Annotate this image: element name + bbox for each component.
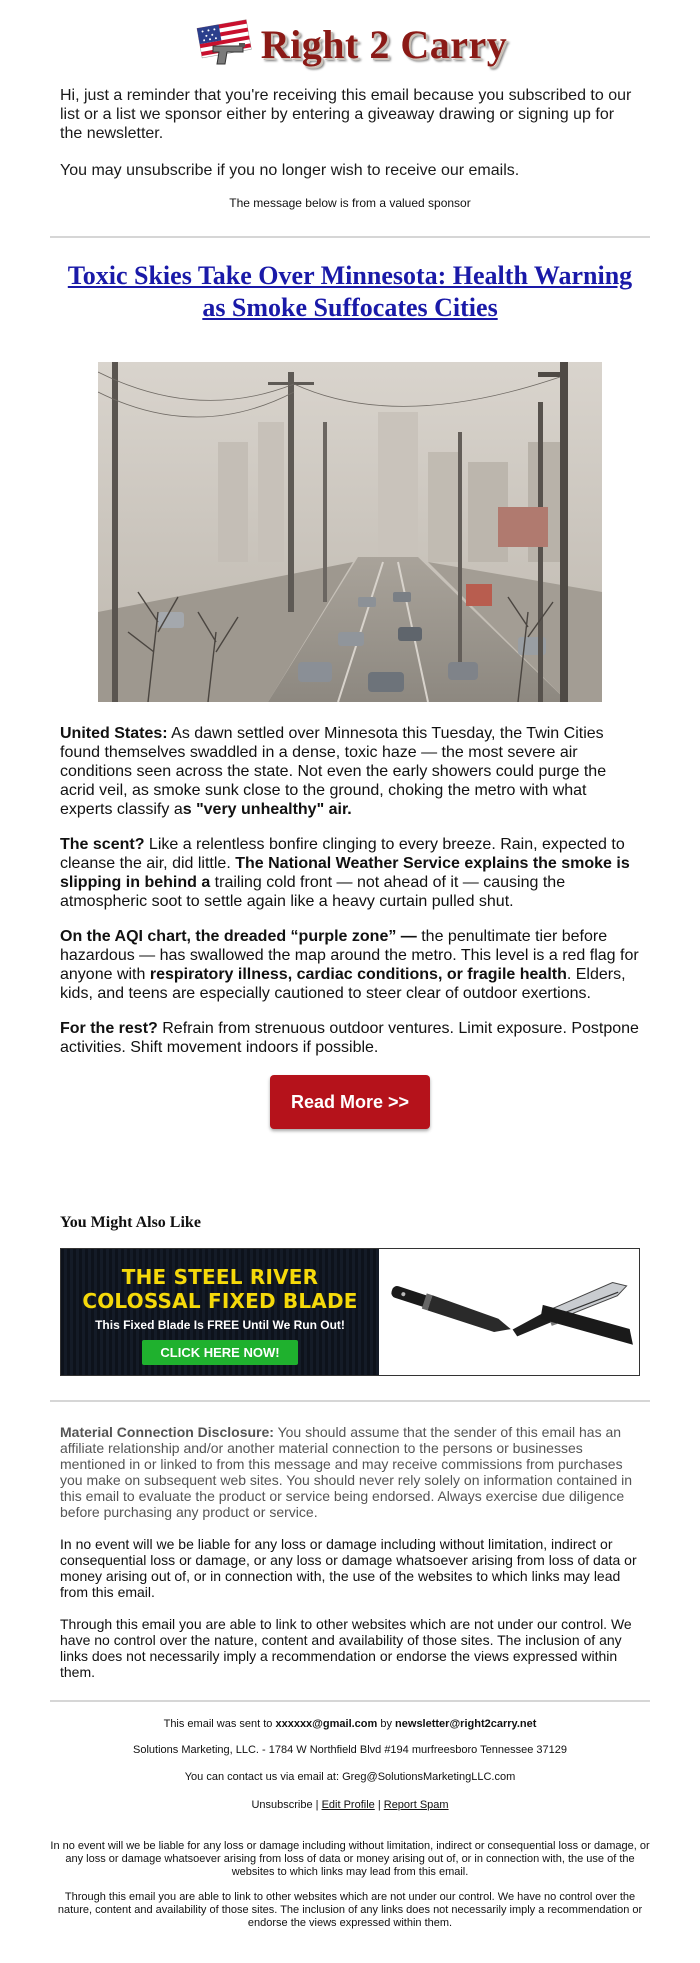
sent-to-prefix: This email was sent to: [163, 1718, 276, 1730]
banner-headline-line: COLOSSAL FIXED BLADE: [82, 1289, 358, 1313]
disclosure-lead: Material Connection Disclosure:: [60, 1424, 274, 1440]
disclosure-text: You should assume that the sender of this email has an affiliate relationship and/or another material connection to the persons or businesses mentioned in or linked to from this message and may receive commissions from purchases you make on subsequent web sites. You should never rely solely on information contained in this email to evaluate the product or service being endorsed. Always exercise due diligence before purchasing any product or service.: [60, 1424, 633, 1520]
paragraph-tail: air.: [324, 801, 352, 818]
liability-notice: In no event will we be liable for any loss or damage including without limitation, indirect or consequential loss or damage, or any loss or damage whatsoever arising from loss of data or money arising out of, or in connection with, the use of the websites to which links may lead from this email.: [60, 1536, 637, 1600]
intro-reminder: Hi, just a reminder that you're receiving this email because you subscribed to our list or a list we sponsor either by entering a giveaway drawing or signing up for the newsletter.: [60, 87, 632, 142]
material-disclosure: [60, 1424, 640, 1520]
hero-image-smog-street[interactable]: [98, 362, 602, 702]
sender-email: newsletter@right2carry.net: [395, 1718, 537, 1730]
sent-to-line: [50, 1718, 650, 1731]
paragraph-tail: trailing cold front — not ahead of it — causing the atmospheric soot to settle again like a heavy curtain pulled shut.: [60, 874, 566, 910]
sponsor-note: The message below is from a valued sponsor: [229, 196, 471, 210]
banner-product-image: [379, 1249, 639, 1375]
contact-line: You can contact us via email at: Greg@SolutionsMarketingLLC.com: [184, 1771, 516, 1783]
paragraph-text: Like a relentless bonfire clinging to every breeze. Rain, expected to cleanse the air, did little.: [60, 836, 625, 872]
article-headline: [0, 260, 700, 324]
disclosure-section: [0, 1424, 700, 1680]
banner-headline-line: THE STEEL RIVER: [121, 1265, 319, 1289]
paragraph-emphasis: respiratory illness, cardiac conditions, or fragile health: [149, 966, 567, 983]
link-divider: |: [374, 1799, 384, 1811]
related-title: You Might Also Like: [60, 1214, 201, 1231]
link-divider: |: [312, 1799, 322, 1811]
footer-links: [50, 1799, 650, 1812]
report-spam-link[interactable]: Report Spam: [383, 1799, 449, 1811]
paragraph-emphasis: The National Weather Service explains the smoke is slipping in behind a: [60, 855, 630, 891]
paragraph-lead: United States:: [60, 725, 168, 742]
footer: [0, 1718, 700, 1930]
article-paragraph: [60, 724, 640, 819]
knife-images-icon: [379, 1249, 639, 1375]
article-body: [0, 724, 700, 1057]
sent-by-text: by: [377, 1718, 396, 1730]
paragraph-emphasis: s "very unhealthy": [182, 801, 325, 818]
paragraph-text: Refrain from strenuous outdoor ventures. Limit exposure. Postpone activities. Shift movement indoors if possible.: [60, 1020, 639, 1056]
banner-subtext: This Fixed Blade Is FREE Until We Run Out!: [95, 1318, 345, 1332]
paragraph-tail: . Elders, kids, and teens are especially cautioned to steer clear of outdoor exertions.: [60, 966, 626, 1002]
article-paragraph: [60, 927, 640, 1003]
intro-unsubscribe-note: You may unsubscribe if you no longer wish to receive our emails.: [60, 162, 520, 179]
article-paragraph: [60, 1019, 640, 1057]
knife-ad-banner[interactable]: [60, 1248, 640, 1376]
paragraph-text: the penultimate tier before hazardous — has swallowed the map around the metro. This level is a red flag for anyone with: [60, 928, 639, 983]
paragraph-lead: On the AQI chart, the dreaded “purple zone” —: [60, 928, 417, 945]
paragraph-lead: The scent?: [60, 836, 145, 853]
brand-logo[interactable]: [0, 0, 700, 80]
headline-link[interactable]: Toxic Skies Take Over Minnesota: Health Warning as Smoke Suffocates Cities: [67, 261, 633, 322]
brand-name: Right 2 Carry: [260, 21, 508, 67]
edit-profile-link[interactable]: Edit Profile: [321, 1799, 375, 1811]
banner-promo-panel: [61, 1249, 379, 1375]
intro-section: [0, 80, 700, 180]
banner-click-button[interactable]: CLICK HERE NOW!: [142, 1340, 297, 1365]
unsubscribe-link[interactable]: Unsubscribe: [251, 1799, 313, 1811]
article-paragraph: [60, 835, 640, 911]
footer-links-notice: Through this email you are able to link to other websites which are not under our control. We have no control over the nature, content and availability of those sites. The inclusion of any links does not necessarily imply a recommendation or endorse the views expressed within them.: [57, 1891, 643, 1929]
banner-headline: [61, 1249, 379, 1313]
paragraph-text: As dawn settled over Minnesota this Tuesday, the Twin Cities found themselves swaddled in a dense, toxic haze — the most severe air conditions seen across the state. Not even the early showers could purge the acrid veil, as smoke sunk close to the ground, choking the metro with what experts classify a: [60, 725, 607, 818]
paragraph-lead: For the rest?: [60, 1020, 158, 1037]
footer-liability-notice: In no event will we be liable for any loss or damage including without limitation, indirect or consequential loss or damage, or any loss or damage whatsoever arising from loss of data or money arising out of, or in connection with, the use of the websites to which links may lead from this email.: [50, 1840, 650, 1878]
cta-container: [0, 1075, 700, 1129]
recipient-email: xxxxxx@gmail.com: [275, 1718, 378, 1730]
company-address: Solutions Marketing, LLC. - 1784 W Northfield Blvd #194 murfreesboro Tennessee 37129: [133, 1744, 567, 1756]
read-more-button[interactable]: Read More >>: [270, 1075, 430, 1129]
flag-gun-icon: [193, 16, 257, 72]
third-party-links-notice: Through this email you are able to link to other websites which are not under our control. We have no control over the nature, content and availability of those sites. The inclusion of any links does not necessarily imply a recommendation or endorse the views expressed within them.: [60, 1616, 632, 1680]
